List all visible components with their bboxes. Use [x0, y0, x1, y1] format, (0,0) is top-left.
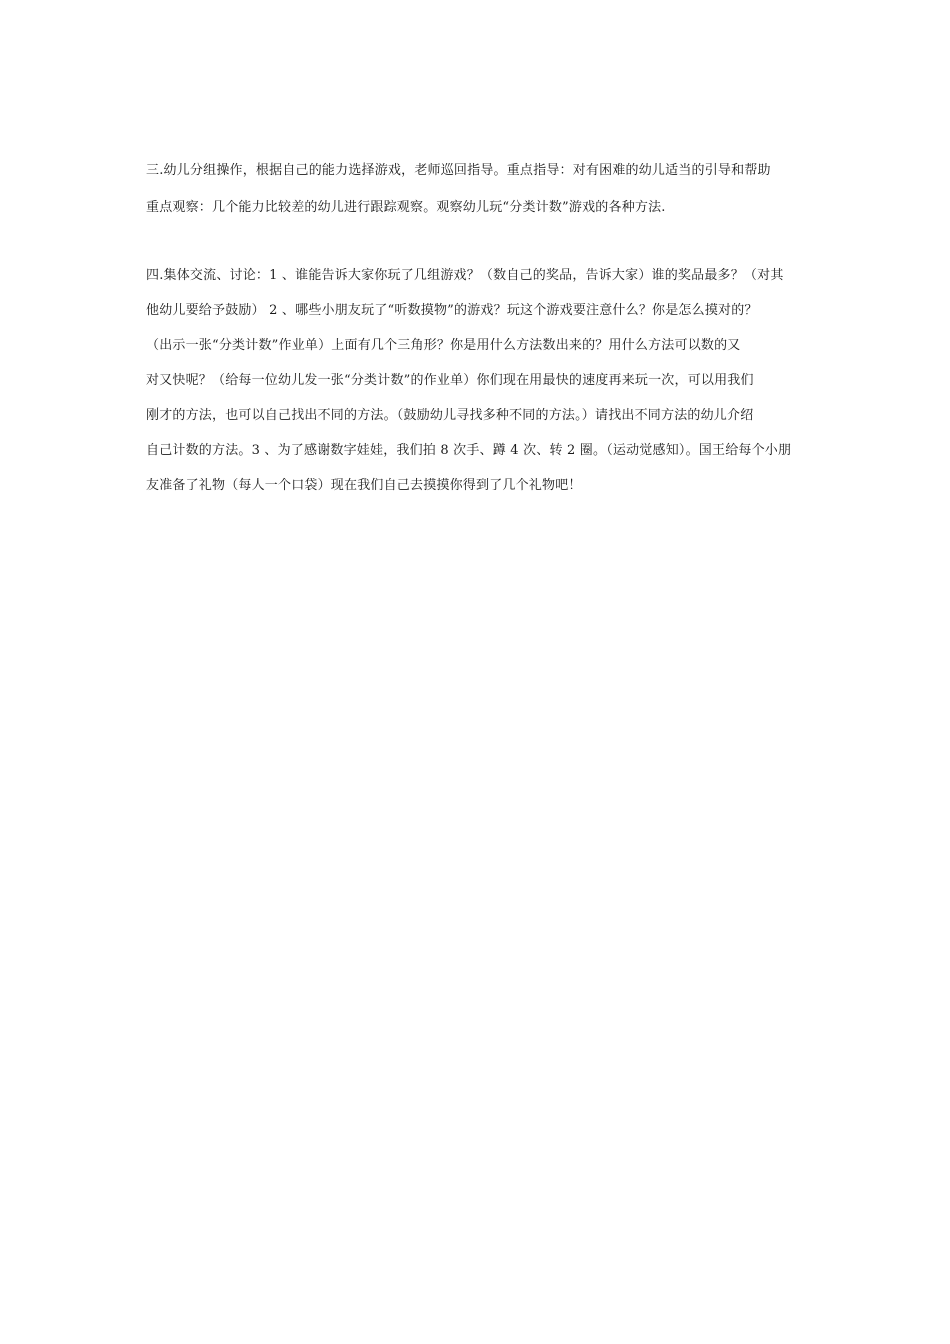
section-4-line-5: 刚才的方法，也可以自己找出不同的方法。（鼓励幼儿寻找多种不同的方法。）请找出不同方法的幼儿介绍	[146, 408, 754, 423]
section-4-line-1: 四.集体交流、讨论：1 、谁能告诉大家你玩了几组游戏？（数自己的奖品，告诉大家）谁的奖品最多？（对其	[146, 268, 784, 283]
section-3-line-2: 重点观察：几个能力比较差的幼儿进行跟踪观察。观察幼儿玩“分类计数”游戏的各种方法.	[146, 200, 666, 215]
section-4-line-2: 他幼儿要给予鼓励） 2 、哪些小朋友玩了“听数摸物”的游戏？玩这个游戏要注意什么？你是怎么摸对的？	[146, 303, 758, 318]
section-4-line-3: （出示一张“分类计数”作业单）上面有几个三角形？你是用什么方法数出来的？用什么方法可以数的又	[146, 338, 741, 353]
section-4-line-6: 自己计数的方法。3 、为了感谢数字娃娃，我们拍 8 次手、蹲 4 次、转 2 圈。（运动觉感知）。国王给每个小朋	[146, 443, 792, 458]
section-4-line-7: 友准备了礼物（每人一个口袋）现在我们自己去摸摸你得到了几个礼物吧！	[146, 478, 582, 493]
section-4-line-4: 对又快呢？（给每一位幼儿发一张“分类计数”的作业单）你们现在用最快的速度再来玩一次，可以用我们	[146, 373, 754, 388]
section-3-line-1: 三.幼儿分组操作，根据自己的能力选择游戏，老师巡回指导。重点指导：对有困难的幼儿适当的引导和帮助	[146, 163, 771, 178]
